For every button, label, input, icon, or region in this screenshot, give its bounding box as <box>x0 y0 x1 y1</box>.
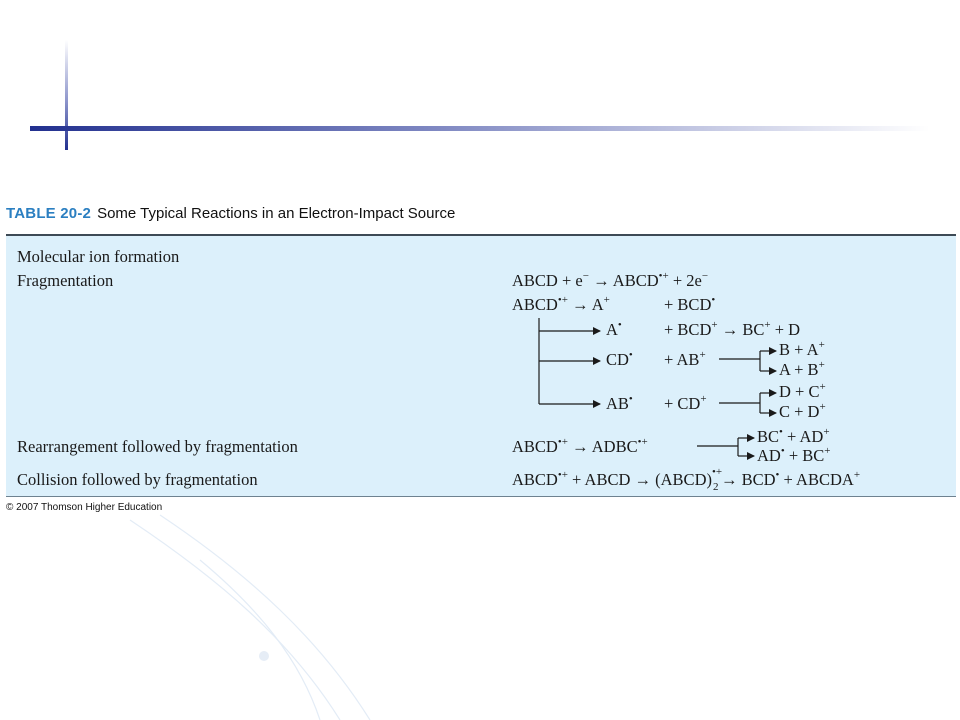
reaction-ionization: ABCD + e− → ABCD•+ + 2e− <box>512 270 709 290</box>
reaction-branch-cd: CD• <box>606 349 633 369</box>
copyright-notice: © 2007 Thomson Higher Education <box>6 502 163 513</box>
table-caption <box>6 205 455 222</box>
reaction-branch-a: A• <box>606 319 622 339</box>
row-label-molecular-ion-formation: Molecular ion formation <box>17 247 180 266</box>
reaction-collision: ABCD•+ + ABCD → (ABCD) •+ 2 → BCD• + ABCDA+ <box>512 466 861 493</box>
table-title: Some Typical Reactions in an Electron-Impact Source <box>97 205 456 222</box>
reaction-branch-ab-product-2: C + D+ <box>779 401 826 421</box>
decor-vertical-bar <box>65 40 68 150</box>
row-label-rearrangement: Rearrangement followed by fragmentation <box>17 437 298 456</box>
reaction-rearrangement-product-1: BC• + AD+ <box>757 426 830 446</box>
reaction-rearrangement-product-2: AD• + BC+ <box>757 445 831 465</box>
table-number: TABLE 20-2 <box>6 205 92 222</box>
reaction-fragmentation-primary: ABCD•+ → A+ <box>512 294 610 314</box>
reaction-branch-cd-ion: + AB+ <box>664 349 706 369</box>
reaction-branch-cd-product-2: A + B+ <box>779 359 825 379</box>
row-label-fragmentation: Fragmentation <box>17 271 114 290</box>
reaction-branch-cd-product-1: B + A+ <box>779 339 825 359</box>
row-label-collision: Collision followed by fragmentation <box>17 470 258 489</box>
decor-swooshes <box>130 515 370 720</box>
reaction-branch-ab-ion: + CD+ <box>664 393 707 413</box>
reaction-branch-ab: AB• <box>606 393 633 413</box>
reaction-rearrangement: ABCD•+ → ADBC•+ <box>512 436 648 456</box>
reaction-branch-ab-product-1: D + C+ <box>779 381 826 401</box>
reaction-branch-a-products: + BCD+ → BC+ + D <box>664 319 801 339</box>
reaction-fragmentation-primary-radical: + BCD• <box>664 294 716 314</box>
decor-glow-dot <box>259 651 269 661</box>
decor-horizontal-bar <box>30 126 930 131</box>
